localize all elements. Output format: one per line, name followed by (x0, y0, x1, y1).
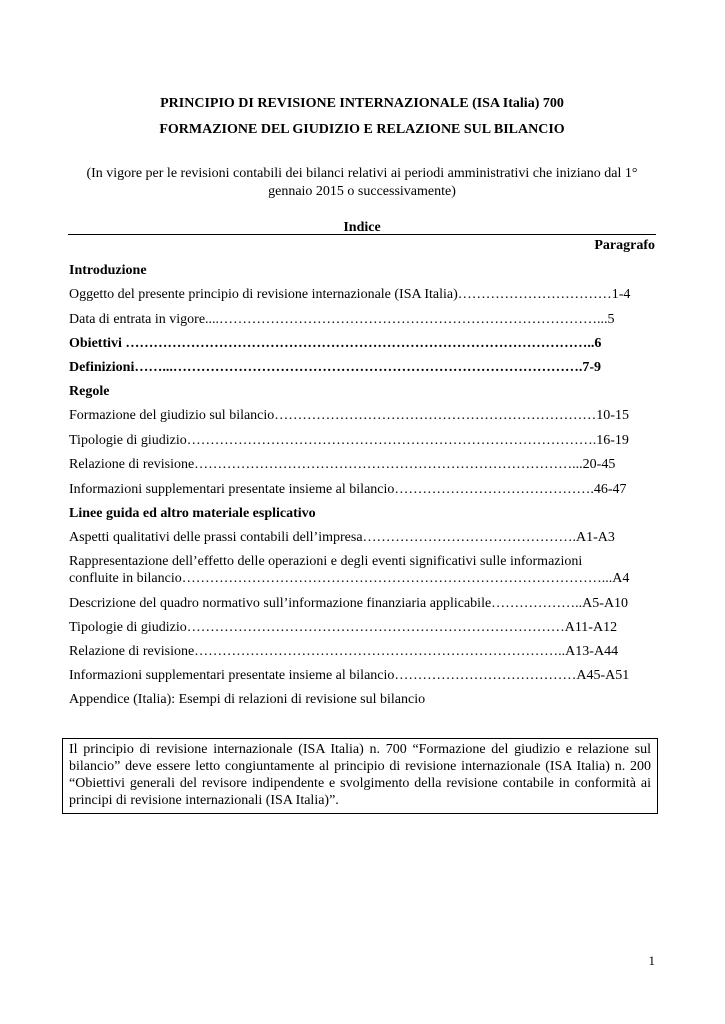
effective-date-line-2: gennaio 2015 o successivamente) (268, 184, 456, 199)
reading-note-text: Il principio di revisione internazionale (ISA Italia) n. 700 “Formazione del giudizio e relazione sul bilancio” deve essere letto congiuntamente al principio di revisione internazionale (ISA Italia) n. 200 “Obiettivi generali del revisore indipendente e svolgimento della revisione contabile in conformità ai principi di revisione internazionali (ISA Italia)”. (69, 742, 651, 808)
document-title-line-1: PRINCIPIO DI REVISIONE INTERNAZIONALE (ISA Italia) 700 (160, 96, 564, 111)
reading-note-box (62, 738, 658, 814)
toc-entry-obiettivi: Obiettivi ………………………………………………………………………………………..6 (69, 336, 602, 351)
toc-entry-relazione-applicativo: Relazione di revisione……………………………………………………………………..A13-A44 (69, 644, 619, 659)
toc-entry-rappresentazione-line-2: confluite in bilancio………………………………………………………………………………...A4 (69, 571, 630, 586)
toc-entry-formazione: Formazione del giudizio sul bilancio……………………………………………………………10-15 (69, 408, 629, 423)
index-divider (68, 234, 656, 235)
section-introduzione: Introduzione (69, 263, 147, 278)
toc-entry-informazioni: Informazioni supplementari presentate insieme al bilancio…………………………………….46-47 (69, 482, 627, 497)
toc-entry-rappresentazione (69, 553, 655, 587)
toc-entry-appendice: Appendice (Italia): Esempi di relazioni di revisione sul bilancio (69, 692, 426, 707)
section-regole: Regole (69, 384, 110, 399)
toc-entry-rappresentazione-line-1: Rappresentazione dell’effetto delle operazioni e degli eventi significativi sulle informazioni (69, 554, 583, 569)
toc-entry-aspetti: Aspetti qualitativi delle prassi contabili dell’impresa……………………………………….A1-A3 (69, 530, 615, 545)
page-number: 1 (648, 953, 655, 968)
toc-entry-informazioni-applicativo: Informazioni supplementari presentate insieme al bilancio…………………………………A45-A51 (69, 668, 630, 683)
document-title-line-2: FORMAZIONE DEL GIUDIZIO E RELAZIONE SUL BILANCIO (159, 122, 565, 137)
section-linee-guida: Linee guida ed altro materiale esplicativo (69, 506, 316, 521)
toc-entry-descrizione: Descrizione del quadro normativo sull’informazione finanziaria applicabile………………..A5-A10 (69, 596, 629, 611)
index-heading: Indice (343, 220, 381, 235)
toc-entry-data-entrata: Data di entrata in vigore....………………………………………………………………………...5 (69, 312, 615, 327)
effective-date-line-1: (In vigore per le revisioni contabili dei bilanci relativi ai periodi amministrativi che iniziano dal 1° (86, 166, 638, 181)
toc-entry-oggetto: Oggetto del presente principio di revisione internazionale (ISA Italia)……………………………1-4 (69, 287, 631, 302)
toc-entry-relazione: Relazione di revisione………………………………………………………………………...20-45 (69, 457, 616, 472)
paragraph-column-label: Paragrafo (594, 238, 655, 253)
toc-entry-tipologie-applicativo: Tipologie di giudizio………………………………………………………………………A11-A12 (69, 620, 618, 635)
toc-entry-tipologie: Tipologie di giudizio…………………………………………………………………………….16-19 (69, 433, 629, 448)
toc-entry-definizioni: Definizioni……...…………………………………………………………………………….7-9 (69, 360, 601, 375)
